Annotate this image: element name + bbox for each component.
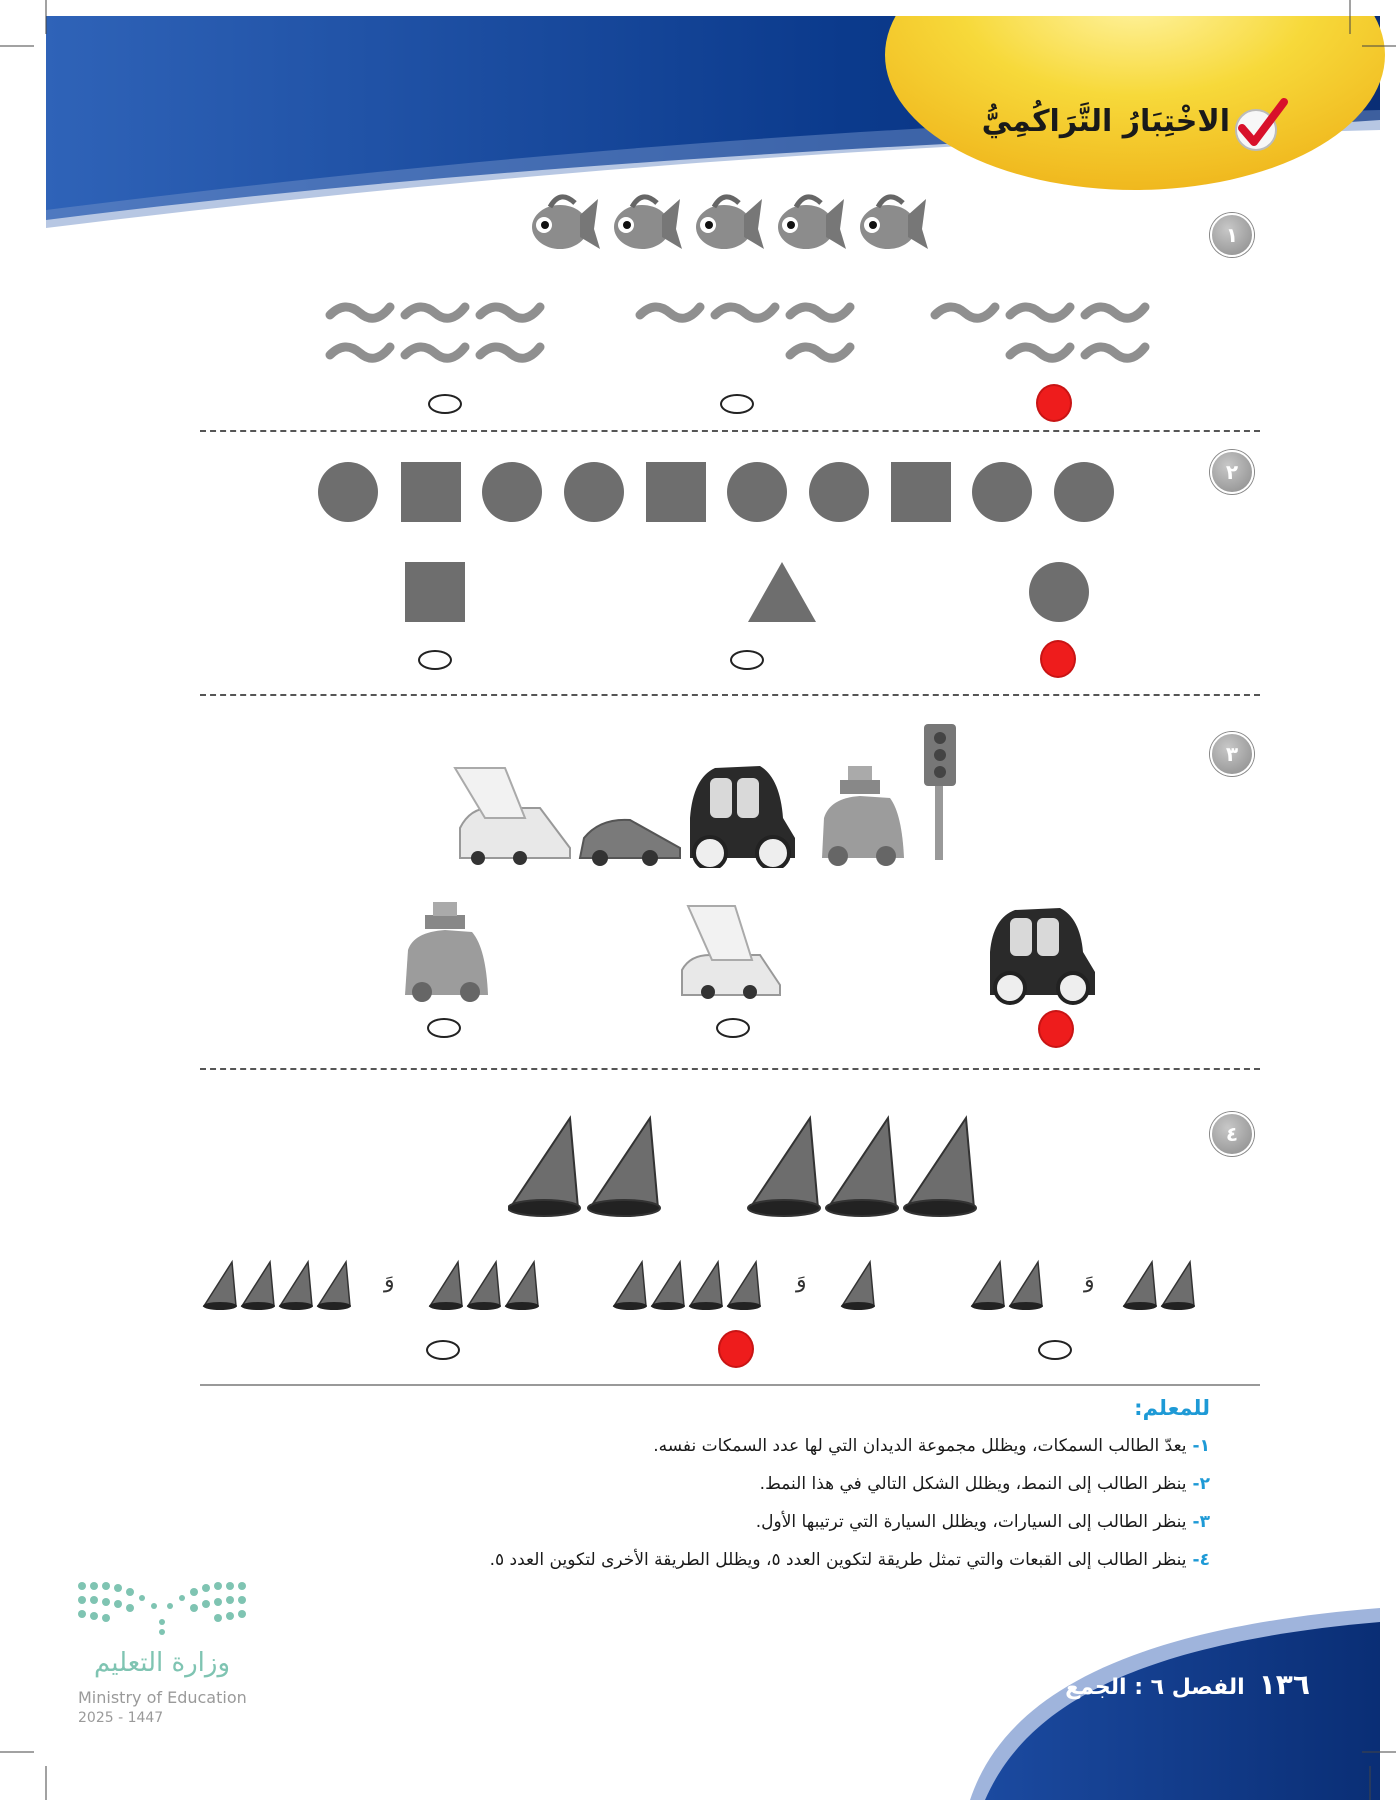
question-number-1: ١ — [1210, 213, 1254, 257]
party-hat-icon — [508, 1118, 580, 1216]
party-hat-icon — [904, 1118, 976, 1216]
ministry-name-english: Ministry of Education — [78, 1688, 247, 1707]
party-hats-group — [508, 1108, 978, 1218]
teacher-notes-title: للمعلم: — [1134, 1396, 1210, 1420]
race-car-icon — [580, 820, 680, 866]
luggage-car-option — [405, 902, 488, 1002]
black-car-option — [990, 908, 1095, 1003]
worm-group-5 — [935, 307, 1145, 358]
note-text: ينظر الطالب إلى السيارات، ويظلل السيارة التي ترتيبها الأول. — [755, 1512, 1187, 1532]
answer-bubble-q2-c-selected[interactable] — [1040, 640, 1076, 678]
party-hat-icon — [826, 1118, 898, 1216]
circle-shape — [972, 462, 1032, 522]
traffic-light-icon — [924, 724, 956, 860]
divider — [200, 1068, 1260, 1070]
question-number-3: ٣ — [1210, 732, 1254, 776]
question-number-4: ٤ — [1210, 1112, 1254, 1156]
answer-bubble-q3-b[interactable] — [716, 1018, 750, 1038]
ministry-name-arabic: وزارة التعليم — [93, 1648, 231, 1678]
note-index: ٢- — [1192, 1474, 1210, 1494]
white-car-option — [682, 906, 780, 999]
circle-option — [1029, 562, 1089, 622]
chapter-title: الفصل ٦ : الجمع — [1065, 1675, 1245, 1700]
square-option — [405, 562, 465, 622]
divider — [200, 694, 1260, 696]
party-hat-icon — [588, 1118, 660, 1216]
circle-shape — [482, 462, 542, 522]
answer-bubble-q4-b-selected[interactable] — [718, 1330, 754, 1368]
answer-bubble-q4-c[interactable] — [1038, 1340, 1072, 1360]
triangle-option — [748, 562, 816, 622]
black-car-icon — [690, 766, 795, 868]
fish-group — [520, 185, 930, 265]
answer-bubble-q1-b[interactable] — [720, 394, 754, 414]
ministry-logo-icon — [76, 1580, 248, 1636]
answer-bubble-q1-c-selected[interactable] — [1036, 384, 1072, 422]
footer-label — [1050, 1668, 1310, 1701]
circle-shape — [564, 462, 624, 522]
circle-shape — [727, 462, 787, 522]
note-index: ٣- — [1192, 1512, 1210, 1532]
page-number: ١٣٦ — [1258, 1668, 1310, 1701]
checkmark-icon — [1232, 96, 1290, 156]
hat-options — [200, 1258, 1200, 1310]
answer-bubble-q2-b[interactable] — [730, 650, 764, 670]
worm-group-4 — [640, 307, 850, 358]
note-text: ينظر الطالب إلى القبعات والتي تمثل طريقة لتكوين العدد ٥، ويظلل الطريقة الأخرى لتكوين العدد ٥. — [489, 1550, 1187, 1570]
worm-options — [320, 295, 1180, 375]
fish-icon — [778, 197, 846, 249]
car-row — [450, 718, 970, 868]
teacher-note-2 — [760, 1474, 1210, 1494]
shape-pattern — [316, 462, 1116, 622]
square-shape — [891, 462, 951, 522]
party-hat-icon — [748, 1118, 820, 1216]
answer-bubble-q3-c-selected[interactable] — [1038, 1010, 1074, 1048]
circle-shape — [318, 462, 378, 522]
luggage-car-icon — [822, 766, 904, 866]
fish-icon — [532, 197, 600, 249]
answer-bubble-q2-a[interactable] — [418, 650, 452, 670]
circle-shape — [809, 462, 869, 522]
answer-bubble-q4-a[interactable] — [426, 1340, 460, 1360]
conjunction-label: وَ — [796, 1268, 807, 1293]
conjunction-label: وَ — [1084, 1268, 1095, 1293]
page-title: الاخْتِبَارُ التَّرَاكُمِيُّ — [981, 104, 1230, 139]
car-options — [400, 900, 1130, 1010]
fish-icon — [696, 197, 764, 249]
square-shape — [401, 462, 461, 522]
ministry-year: 2025 - 1447 — [78, 1710, 164, 1726]
divider — [200, 1384, 1260, 1386]
question-number-2: ٢ — [1210, 450, 1254, 494]
conjunction-label: وَ — [384, 1268, 395, 1293]
white-car-icon — [455, 768, 570, 865]
teacher-note-3 — [756, 1512, 1210, 1532]
note-text: يعدّ الطالب السمكات، ويظلل مجموعة الديدان التي لها عدد السمكات نفسه. — [653, 1436, 1187, 1456]
teacher-note-4 — [490, 1550, 1210, 1570]
teacher-note-1 — [653, 1436, 1210, 1456]
circle-shape — [1054, 462, 1114, 522]
note-index: ١- — [1192, 1436, 1210, 1456]
divider — [200, 430, 1260, 432]
note-text: ينظر الطالب إلى النمط، ويظلل الشكل التالي في هذا النمط. — [759, 1474, 1187, 1494]
answer-bubble-q3-a[interactable] — [427, 1018, 461, 1038]
fish-icon — [614, 197, 682, 249]
note-index: ٤- — [1192, 1550, 1210, 1570]
answer-bubble-q1-a[interactable] — [428, 394, 462, 414]
worm-group-6 — [330, 307, 540, 358]
fish-icon — [860, 197, 928, 249]
square-shape — [646, 462, 706, 522]
